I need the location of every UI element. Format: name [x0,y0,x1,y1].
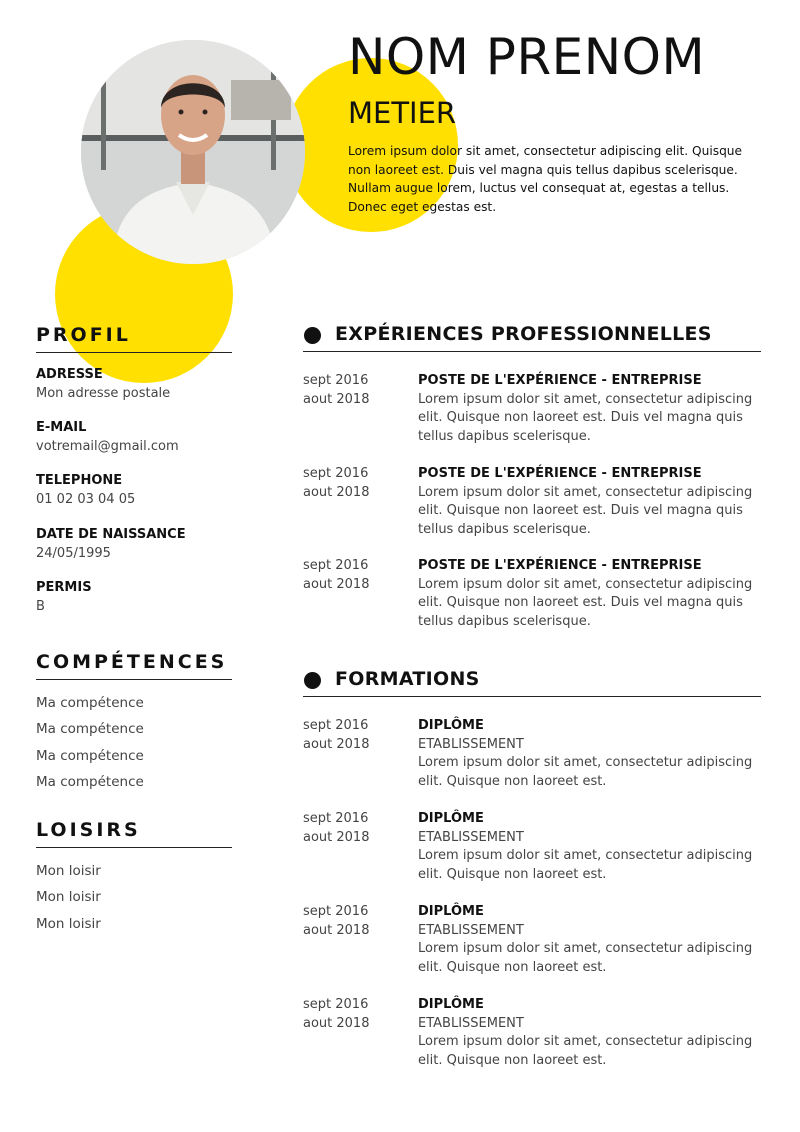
entry-school: ETABLISSEMENT [418,736,524,752]
entry-start-date: sept 2016 [303,997,369,1012]
profile-value: 24/05/1995 [36,546,111,561]
profile-value: 01 02 03 04 05 [36,492,136,507]
entry-body [418,903,763,977]
profile-item-birthdate [36,526,186,562]
entry-description: Lorem ipsum dolor sit amet, consectetur adipiscing elit. Quisque non laoreet est. Duis vel magna quis tellus dapibus scelerisque. [418,576,753,629]
entry-end-date: aout 2018 [303,1015,370,1031]
profile-item-email [36,419,179,455]
entry-description: Lorem ipsum dolor sit amet, consectetur adipiscing elit. Quisque non laoreet est. Duis vel magna quis tellus dapibus scelerisque. [418,391,753,444]
candidate-name: NOM PRENOM [348,28,706,86]
skill-item: Ma compétence [36,773,144,790]
skills-list [36,694,144,799]
profile-label: DATE DE NAISSANCE [36,527,186,542]
entry-description: Lorem ipsum dolor sit amet, consectetur adipiscing elit. Quisque non laoreet est. [418,848,753,882]
entry-title: POSTE DE L'EXPÉRIENCE - ENTREPRISE [418,558,702,573]
hobby-item: Mon loisir [36,863,101,879]
education-title: FORMATIONS [335,668,480,690]
entry-start-date: sept 2016 [303,904,369,919]
profile-value: Mon adresse postale [36,386,171,401]
entry-end-date: aout 2018 [303,736,370,752]
job-title: METIER [348,96,457,130]
profile-value: B [36,599,45,614]
experience-header [303,323,761,352]
entry-school: ETABLISSEMENT [418,922,524,938]
entry-start-date: sept 2016 [303,718,369,733]
profile-label: TELEPHONE [36,473,123,488]
entry-body [418,717,763,791]
entry-title: POSTE DE L'EXPÉRIENCE - ENTREPRISE [418,373,702,388]
bullet-dot-icon [304,672,321,689]
education-header [303,668,761,697]
profile-value: votremail@gmail.com [36,439,179,454]
profile-label: ADRESSE [36,367,103,382]
entry-title: DIPLÔME [418,718,484,733]
entry-description: Lorem ipsum dolor sit amet, consectetur adipiscing elit. Quisque non laoreet est. [418,941,753,975]
hobbies-list [36,862,101,941]
entry-body [418,996,763,1070]
entry-title: DIPLÔME [418,904,484,919]
entry-start-date: sept 2016 [303,466,369,481]
entry-dates [303,465,413,502]
entry-description: Lorem ipsum dolor sit amet, consectetur adipiscing elit. Quisque non laoreet est. [418,1034,753,1068]
profile-label: E-MAIL [36,420,87,435]
entry-body [418,810,763,884]
skill-item: Ma compétence [36,747,144,764]
entry-dates [303,903,413,940]
hobby-item: Mon loisir [36,889,101,906]
experience-title: EXPÉRIENCES PROFESSIONNELLES [335,323,712,345]
entry-dates [303,810,413,847]
entry-end-date: aout 2018 [303,484,370,500]
skill-item: Ma compétence [36,695,144,711]
skill-item: Ma compétence [36,721,144,738]
hobby-item: Mon loisir [36,915,101,932]
intro-text: Lorem ipsum dolor sit amet, consectetur adipiscing elit. Quisque non laoreet est. Duis vel magna quis tellus dapibus scelerisque. Nullam augue lorem, luctus vel consequat at, egestas a tellus. Donec eget egestas est. [348,144,743,214]
entry-dates [303,717,413,754]
entry-end-date: aout 2018 [303,391,370,407]
entry-title: POSTE DE L'EXPÉRIENCE - ENTREPRISE [418,466,702,481]
entry-dates [303,372,413,409]
entry-end-date: aout 2018 [303,922,370,938]
profile-item-address [36,366,170,402]
hobbies-title: LOISIRS [36,819,232,848]
entry-start-date: sept 2016 [303,558,369,573]
entry-description: Lorem ipsum dolor sit amet, consectetur adipiscing elit. Quisque non laoreet est. [418,755,753,789]
entry-title: DIPLÔME [418,811,484,826]
bullet-dot-icon [304,327,321,344]
entry-start-date: sept 2016 [303,811,369,826]
entry-dates [303,996,413,1033]
entry-end-date: aout 2018 [303,576,370,592]
skills-title: COMPÉTENCES [36,651,232,680]
entry-description: Lorem ipsum dolor sit amet, consectetur adipiscing elit. Quisque non laoreet est. Duis vel magna quis tellus dapibus scelerisque. [418,484,753,537]
entry-dates [303,557,413,594]
entry-end-date: aout 2018 [303,829,370,845]
profile-label: PERMIS [36,580,92,595]
entry-school: ETABLISSEMENT [418,829,524,845]
profile-item-license [36,579,92,615]
profile-item-phone [36,472,135,508]
profile-photo [81,40,305,264]
entry-title: DIPLÔME [418,997,484,1012]
entry-body [418,465,763,539]
entry-body [418,557,763,631]
profile-title: PROFIL [36,324,232,353]
entry-school: ETABLISSEMENT [418,1015,524,1031]
entry-start-date: sept 2016 [303,373,369,388]
entry-body [418,372,763,446]
